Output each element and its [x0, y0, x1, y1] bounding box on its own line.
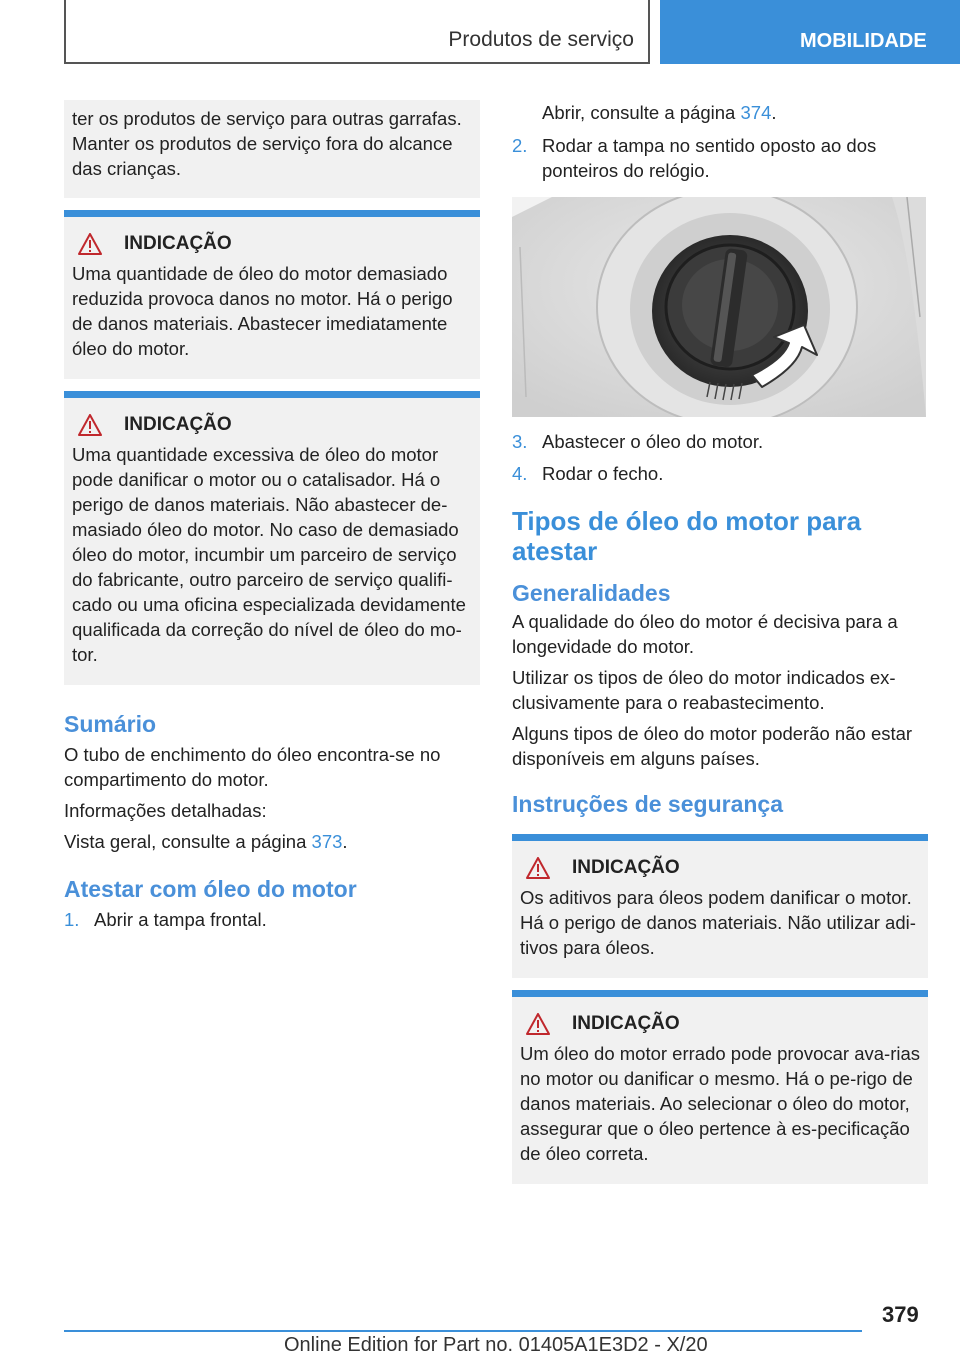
- header-bar: [64, 0, 650, 64]
- note-text: Uma quantidade de óleo do motor demasiado reduzida provoca danos no motor. Há o perigo de danos materiais. Abastecer imediatamente óleo do motor.: [72, 263, 453, 359]
- note-text: Um óleo do motor errado pode provocar ava-rias no motor ou danificar o mesmo. Há o pe-rigo de danos materiais. Ao selecionar o óleo do motor, assegurar que o óleo pertence à es-pecificação de óleo correta.: [520, 1043, 920, 1164]
- general-p1: A qualidade do óleo do motor é decisiva para a longevidade do motor.: [512, 611, 898, 657]
- note-text: Uma quantidade excessiva de óleo do motor pode danificar o motor ou o catalisador. Há o perigo de danos materiais. Não abastecer de-masiado óleo do motor. No caso de demasiado óleo do motor, incumbir um parceiro de serviço do fabricante, outro parceiro de serviço qualifi-cado ou uma oficina especializada devidamente qualificada da correção do nível de óleo do mo-tor.: [72, 444, 466, 665]
- step-number: 2.: [512, 135, 528, 156]
- general-heading: Generalidades: [512, 580, 671, 606]
- summary-heading: Sumário: [64, 711, 157, 737]
- note-title: INDICAÇÃO: [572, 857, 680, 878]
- fill-section: [64, 876, 480, 932]
- oil-cap-illustration: [512, 197, 926, 417]
- warning-note-4: [512, 990, 928, 1184]
- step-3: [512, 429, 928, 454]
- warning-icon: [526, 1013, 550, 1035]
- step-text: Abastecer o óleo do motor.: [542, 431, 764, 452]
- warning-icon: [526, 857, 550, 879]
- chapter-tab[interactable]: [660, 0, 960, 64]
- step-text: Rodar a tampa no sentido oposto ao dos ponteiros do relógio.: [542, 135, 877, 181]
- chapter-tab-label: MOBILIDADE: [800, 30, 927, 52]
- step-1: [64, 907, 480, 932]
- fill-heading: Atestar com óleo do motor: [64, 876, 357, 902]
- step-number: 4.: [512, 463, 528, 484]
- step-number: 1.: [64, 909, 80, 930]
- step-text: Abrir a tampa frontal.: [94, 909, 267, 930]
- step-text: Rodar o fecho.: [542, 463, 664, 484]
- note-title: INDICAÇÃO: [124, 414, 232, 435]
- footer-divider: [64, 1330, 862, 1332]
- intro-text: ter os produtos de serviço para outras garrafas. Manter os produtos de serviço fora do alcance das crianças.: [72, 108, 462, 179]
- warning-note-3: [512, 834, 928, 978]
- warning-note-2: [64, 391, 480, 685]
- note-title: INDICAÇÃO: [572, 1013, 680, 1034]
- general-p2: Utilizar os tipos de óleo do motor indicados ex-clusivamente para o reabastecimento.: [512, 667, 896, 713]
- page-number: 379: [882, 1302, 919, 1327]
- types-heading: Tipos de óleo do motor para atestar: [512, 506, 862, 566]
- general-p3: Alguns tipos de óleo do motor poderão não estar disponíveis em alguns países.: [512, 723, 913, 769]
- section-title: Produtos de serviço: [448, 28, 634, 51]
- oil-cap-image: [512, 197, 926, 417]
- note-title: INDICAÇÃO: [124, 233, 232, 254]
- note-text: Os aditivos para óleos podem danificar o motor. Há o perigo de danos materiais. Não utilizar adi-tivos para óleos.: [520, 887, 916, 958]
- summary-p1: O tubo de enchimento do óleo encontra-se no compartimento do motor.: [64, 744, 441, 790]
- step-4: [512, 461, 928, 486]
- warning-note-1: [64, 210, 480, 379]
- step-1-continued: Abrir, consulte a página 374.: [542, 102, 777, 123]
- safety-heading: Instruções de segurança: [512, 791, 783, 817]
- step-number: 3.: [512, 431, 528, 452]
- summary-p3: Vista geral, consulte a página 373.: [64, 831, 348, 852]
- step-2: [512, 133, 928, 183]
- left-column: [64, 100, 480, 932]
- edition-text: Online Edition for Part no. 01405A1E3D2 - X/20: [284, 1334, 708, 1356]
- right-column: [512, 100, 928, 1184]
- page-link-373[interactable]: 373: [311, 831, 343, 852]
- warning-icon: [78, 414, 102, 436]
- summary-section: [64, 711, 480, 854]
- intro-box: [64, 100, 480, 198]
- page-link-374[interactable]: 374: [740, 102, 772, 123]
- summary-p2: Informações detalhadas:: [64, 800, 267, 821]
- warning-icon: [78, 233, 102, 255]
